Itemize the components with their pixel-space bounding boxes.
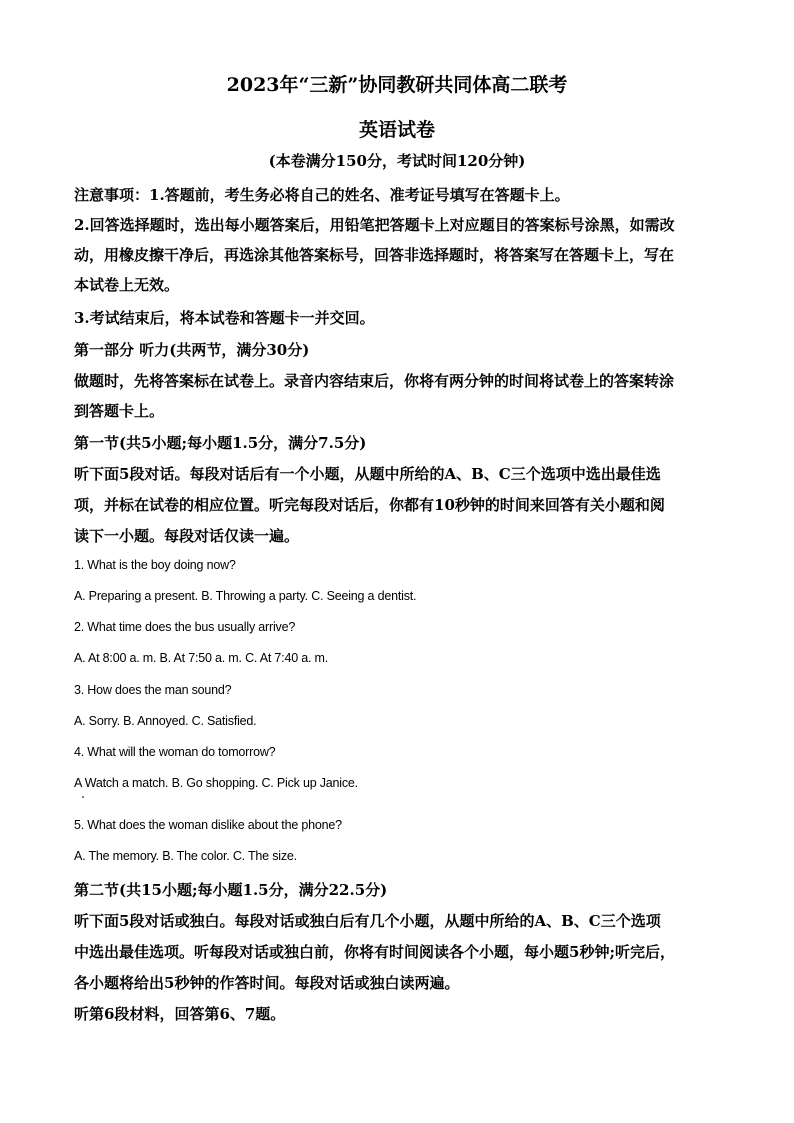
- part1-desc-line-1: 做题时，先将答案标在试卷上。录音内容结束后，你将有两分钟的时间将试卷上的答案转涂: [74, 372, 675, 390]
- instruction-line-5: 3.考试结束后，将本试卷和答题卡一并交回。: [74, 309, 375, 327]
- question-4-options: A Watch a match. B. Go shopping. C. Pick up Janice.: [74, 776, 358, 790]
- part1-desc-line-2: 到答题卡上。: [74, 402, 165, 420]
- section2-desc-line-1: 听下面5段对话或独白。每段对话或独白后有几个小题，从题中所给的A、B、C三个选项: [74, 912, 661, 930]
- section1-desc-line-3: 读下一小题。每段对话仅读一遍。: [74, 527, 300, 545]
- question-3-stem: 3. How does the man sound?: [74, 683, 232, 697]
- question-1-options: A. Preparing a present. B. Throwing a party. C. Seeing a dentist.: [74, 589, 417, 603]
- question-5-options: A. The memory. B. The color. C. The size.: [74, 849, 297, 863]
- question-3-options: A. Sorry. B. Annoyed. C. Satisfied.: [74, 714, 257, 728]
- question-4-stem: 4. What will the woman do tomorrow?: [74, 745, 276, 759]
- question-5-stem: 5. What does the woman dislike about the phone?: [74, 818, 342, 832]
- section2-desc-line-2: 中选出最佳选项。听每段对话或独白前，你将有时间阅读各个小题，每小题5秒钟;听完后，: [74, 943, 675, 961]
- material-6-instruction: 听第6段材料，回答第6、7题。: [74, 1005, 286, 1023]
- score-time-note: (本卷满分150分，考试时间120分钟): [268, 152, 526, 170]
- instruction-line-3: 动，用橡皮擦干净后，再选涂其他答案标号，回答非选择题时，将答案写在答题卡上，写在: [74, 246, 675, 264]
- instruction-line-4: 本试卷上无效。: [74, 276, 180, 294]
- section1-desc-line-2: 项，并标在试卷的相应位置。听完每段对话后，你都有10秒钟的时间来回答有关小题和阅: [74, 496, 665, 514]
- instruction-line-1: 注意事项：1.答题前，考生务必将自己的姓名、准考证号填写在答题卡上。: [74, 186, 570, 204]
- section1-heading: 第一节(共5小题;每小题1.5分，满分7.5分): [74, 434, 367, 452]
- stray-mark: [82, 796, 84, 798]
- part1-heading: 第一部分 听力(共两节，满分30分): [74, 341, 310, 359]
- exam-title: 2023年“三新”协同教研共同体高二联考: [226, 74, 568, 96]
- instruction-line-2: 2.回答选择题时，选出每小题答案后，用铅笔把答题卡上对应题目的答案标号涂黑，如需改: [74, 216, 675, 234]
- question-2-options: A. At 8:00 a. m. B. At 7:50 a. m. C. At 7:40 a. m.: [74, 651, 329, 665]
- question-2-stem: 2. What time does the bus usually arrive?: [74, 620, 296, 634]
- section1-desc-line-1: 听下面5段对话。每段对话后有一个小题，从题中所给的A、B、C三个选项中选出最佳选: [74, 465, 661, 483]
- section2-heading: 第二节(共15小题;每小题1.5分，满分22.5分): [74, 881, 388, 899]
- section2-desc-line-3: 各小题将给出5秒钟的作答时间。每段对话或独白读两遍。: [74, 974, 460, 992]
- subject-title: 英语试卷: [358, 119, 435, 141]
- question-1-stem: 1. What is the boy doing now?: [74, 558, 236, 572]
